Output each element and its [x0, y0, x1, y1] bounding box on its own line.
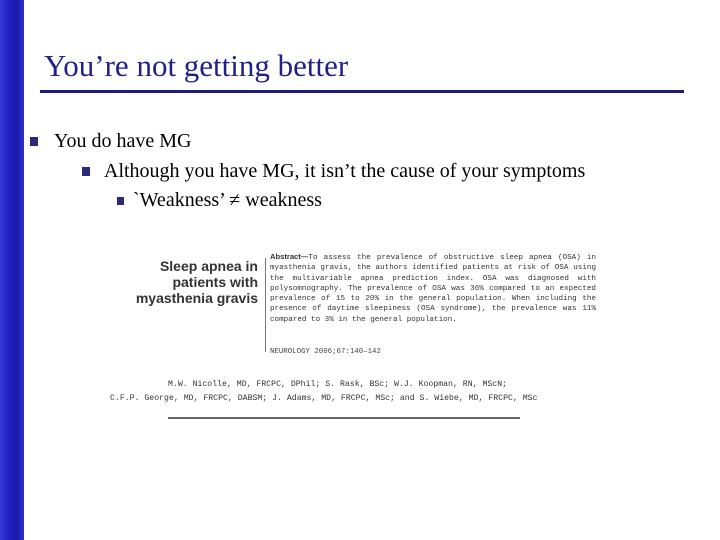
bullet-text: `Weakness’ ≠ weakness	[133, 189, 322, 211]
bullet-square-icon	[30, 137, 38, 146]
paper-title-line: myasthenia gravis	[135, 290, 258, 306]
abstract-text: To assess the prevalence of obstructive sleep apnea (OSA) in myasthenia gravis, the authors identified patients at risk of OSA using the multivariable apnea prediction index. OSA was diagnosed with polysomnography. The prevalence of OSA was 36% compared to an expected prevalence of 15 to 20% in the general population. When including the presence of daytime sleepiness (OSA syndrome), the prevalence was 11% compared to 3% in the general population.	[270, 254, 596, 324]
title-underline	[40, 90, 684, 93]
bullet-square-icon	[82, 167, 90, 176]
paper-citation: NEUROLOGY 2006;67:140–142	[270, 348, 381, 356]
abstract-label: Abstract—	[270, 252, 309, 261]
paper-title-line: Sleep apnea in	[159, 258, 258, 274]
slide-title: You’re not getting better	[44, 48, 349, 83]
bullet-text: Although you have MG, it isn’t the cause of your symptoms	[104, 160, 586, 182]
paper-authors-line-1: M.W. Nicolle, MD, FRCPC, DPhil; S. Rask, BSc; W.J. Koopman, RN, MScN;	[168, 380, 508, 389]
bullet-square-icon	[117, 197, 124, 205]
paper-excerpt-image	[108, 250, 594, 425]
bullet-level-2	[82, 160, 585, 183]
paper-abstract	[270, 252, 596, 325]
paper-title	[136, 258, 258, 306]
bullet-level-3	[117, 189, 322, 212]
bullet-text: You do have MG	[54, 130, 192, 152]
paper-authors-line-2: C.F.P. George, MD, FRCPC, DABSM; J. Adams, MD, FRCPC, MSc; and S. Wiebe, MD, FRCPC, MSc	[110, 394, 538, 403]
paper-divider	[265, 258, 266, 352]
paper-title-line: patients with	[172, 274, 258, 290]
paper-bottom-rule	[168, 417, 520, 419]
left-accent-bar	[0, 0, 24, 540]
bullet-level-1	[30, 130, 191, 153]
